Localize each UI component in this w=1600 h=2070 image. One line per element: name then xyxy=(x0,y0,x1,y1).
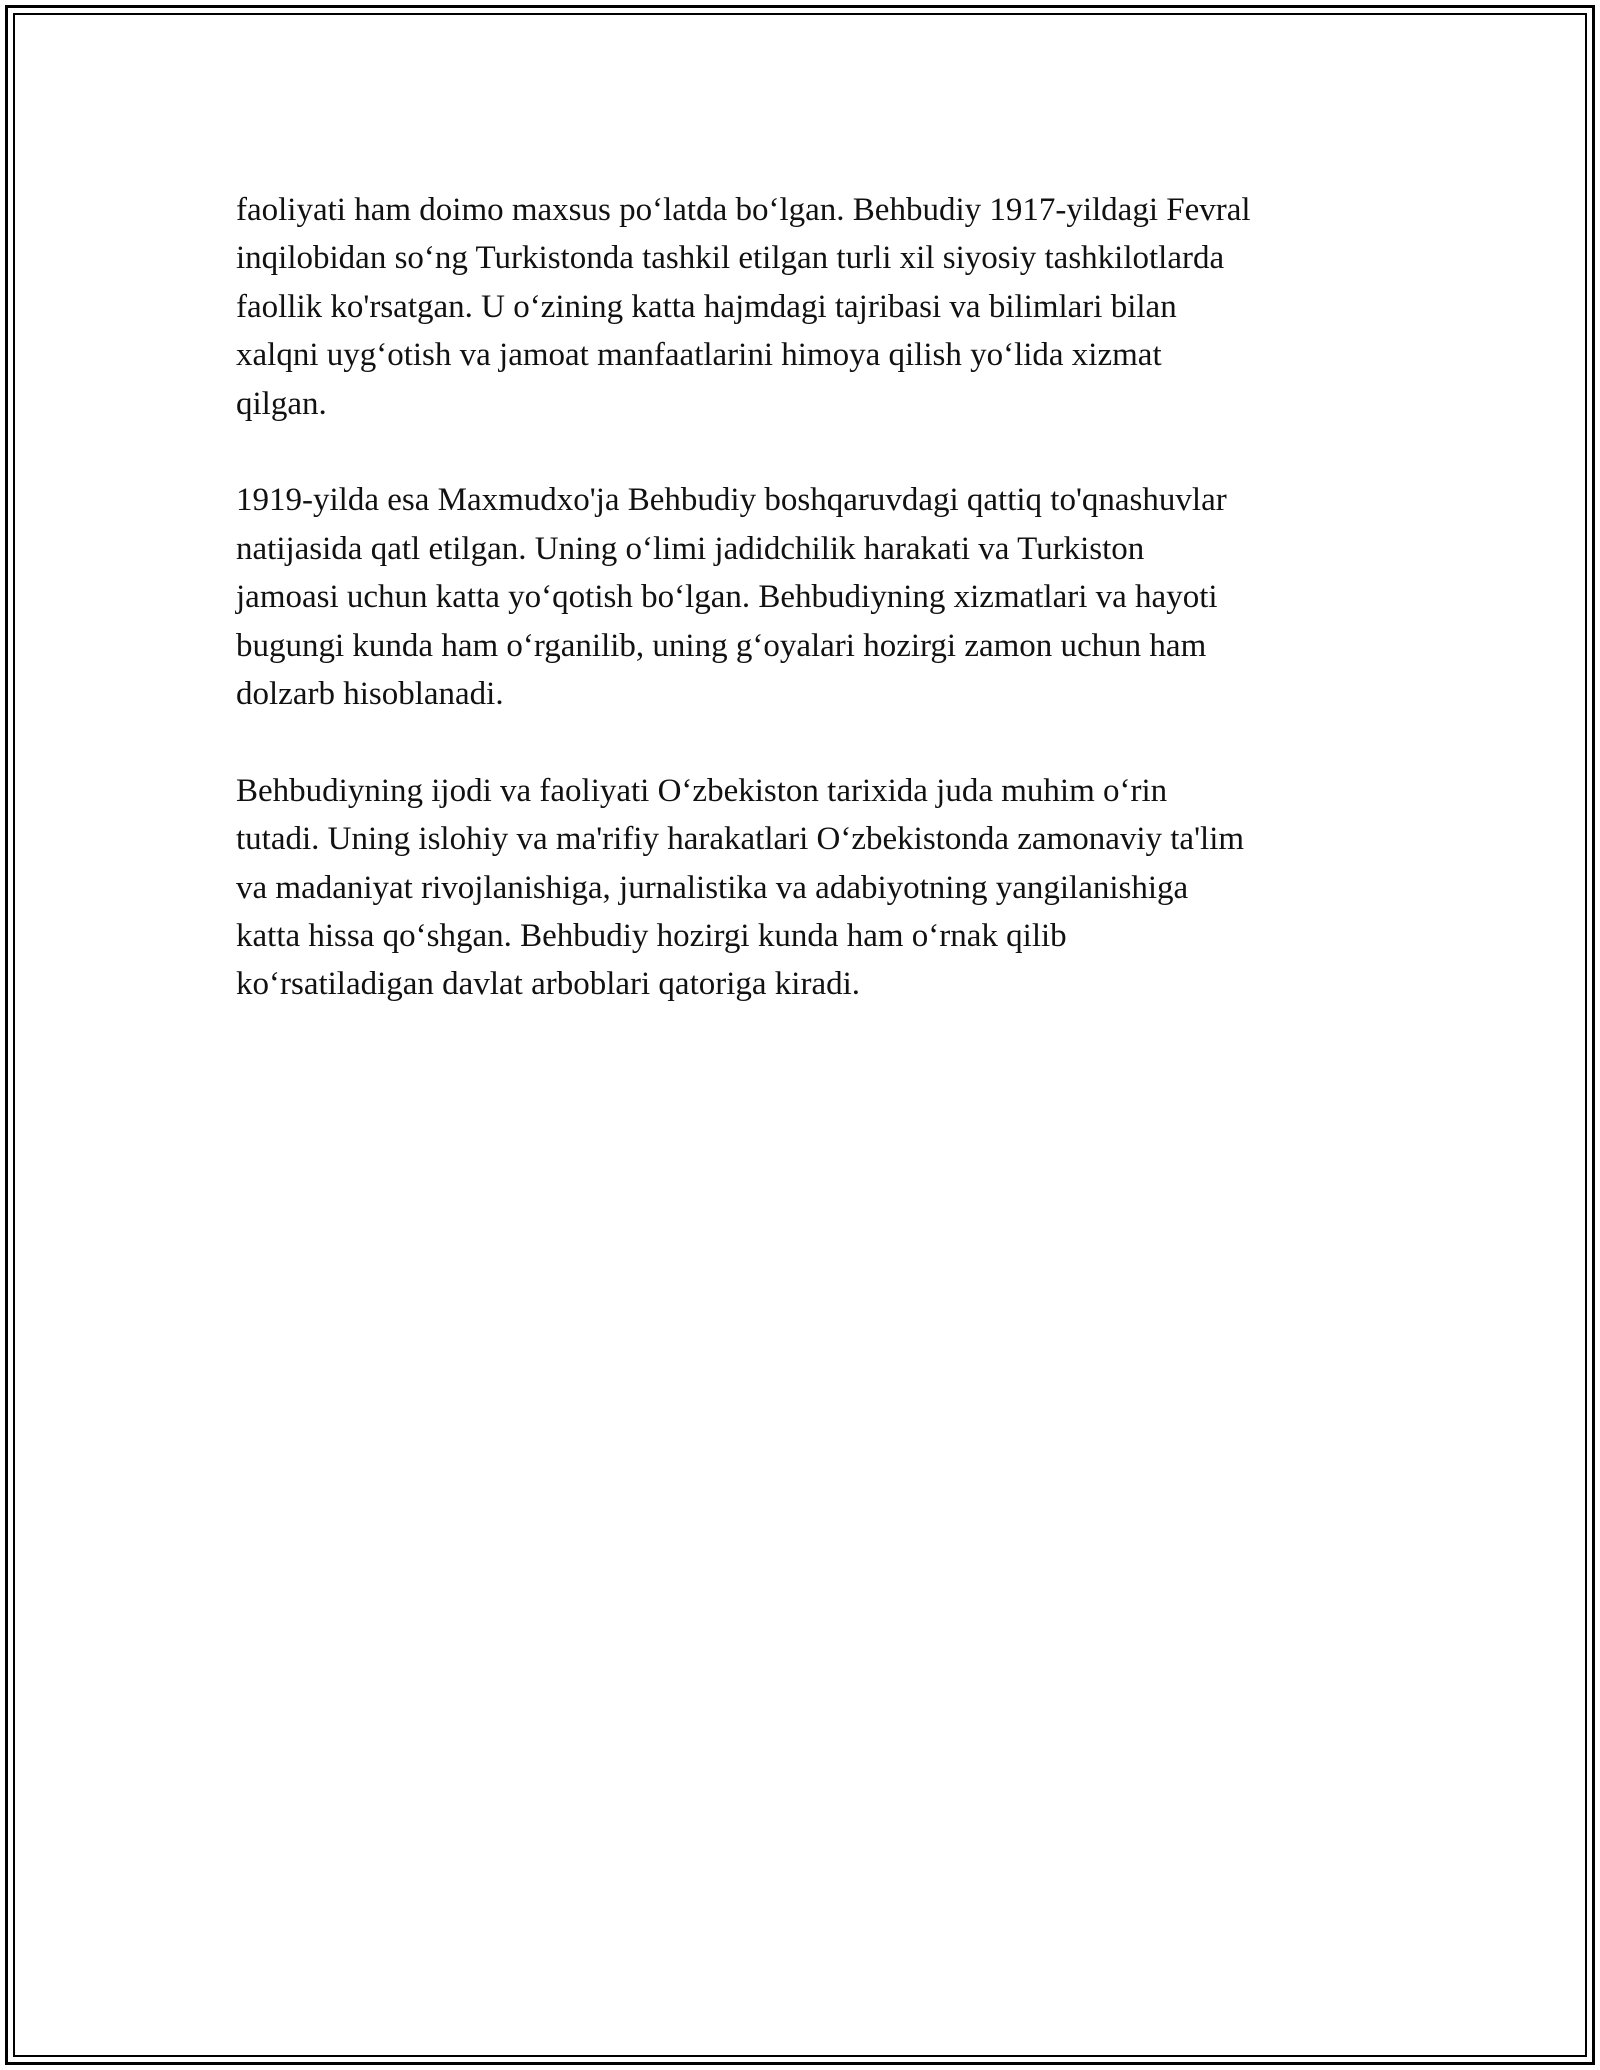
text-line: faollik ko'rsatgan. U o‘zining katta hajmdagi tajribasi va bilimlari bilan xyxy=(236,288,1177,325)
text-line: dolzarb hisoblanadi. xyxy=(236,676,504,713)
paragraph-3 xyxy=(236,767,1376,1009)
text-line: va madaniyat rivojlanishiga, jurnalistika va adabiyotning yangilanishiga xyxy=(236,869,1189,906)
paragraph-1 xyxy=(236,186,1376,428)
text-line: katta hissa qo‘shgan. Behbudiy hozirgi kunda ham o‘rnak qilib xyxy=(236,918,1067,955)
text-line: jamoasi uchun katta yo‘qotish bo‘lgan. Behbudiyning xizmatlari va hayoti xyxy=(236,579,1218,616)
document-body xyxy=(236,186,1376,1057)
text-line: Behbudiyning ijodi va faoliyati O‘zbekiston tarixida juda muhim o‘rin xyxy=(236,772,1168,809)
text-line: qilgan. xyxy=(236,385,327,422)
text-line: xalqni uyg‘otish va jamoat manfaatlarini himoya qilish yo‘lida xizmat xyxy=(236,337,1162,374)
text-line: faoliyati ham doimo maxsus po‘latda bo‘lgan. Behbudiy 1917-yildagi Fevral xyxy=(236,192,1251,228)
text-line: natijasida qatl etilgan. Uning o‘limi jadidchilik harakati va Turkiston xyxy=(236,530,1145,567)
text-line: bugungi kunda ham o‘rganilib, uning g‘oyalari hozirgi zamon uchun ham xyxy=(236,627,1207,664)
text-line: ko‘rsatiladigan davlat arboblari qatoriga kiradi. xyxy=(236,966,861,1003)
text-line: inqilobidan so‘ng Turkistonda tashkil etilgan turli xil siyosiy tashkilotlarda xyxy=(236,240,1225,277)
text-line: 1919-yilda esa Maxmudxo'ja Behbudiy boshqaruvdagi qattiq to'qnashuvlar xyxy=(236,482,1227,519)
paragraph-2 xyxy=(236,476,1376,718)
text-line: tutadi. Uning islohiy va ma'rifiy harakatlari O‘zbekistonda zamonaviy ta'lim xyxy=(236,821,1245,858)
